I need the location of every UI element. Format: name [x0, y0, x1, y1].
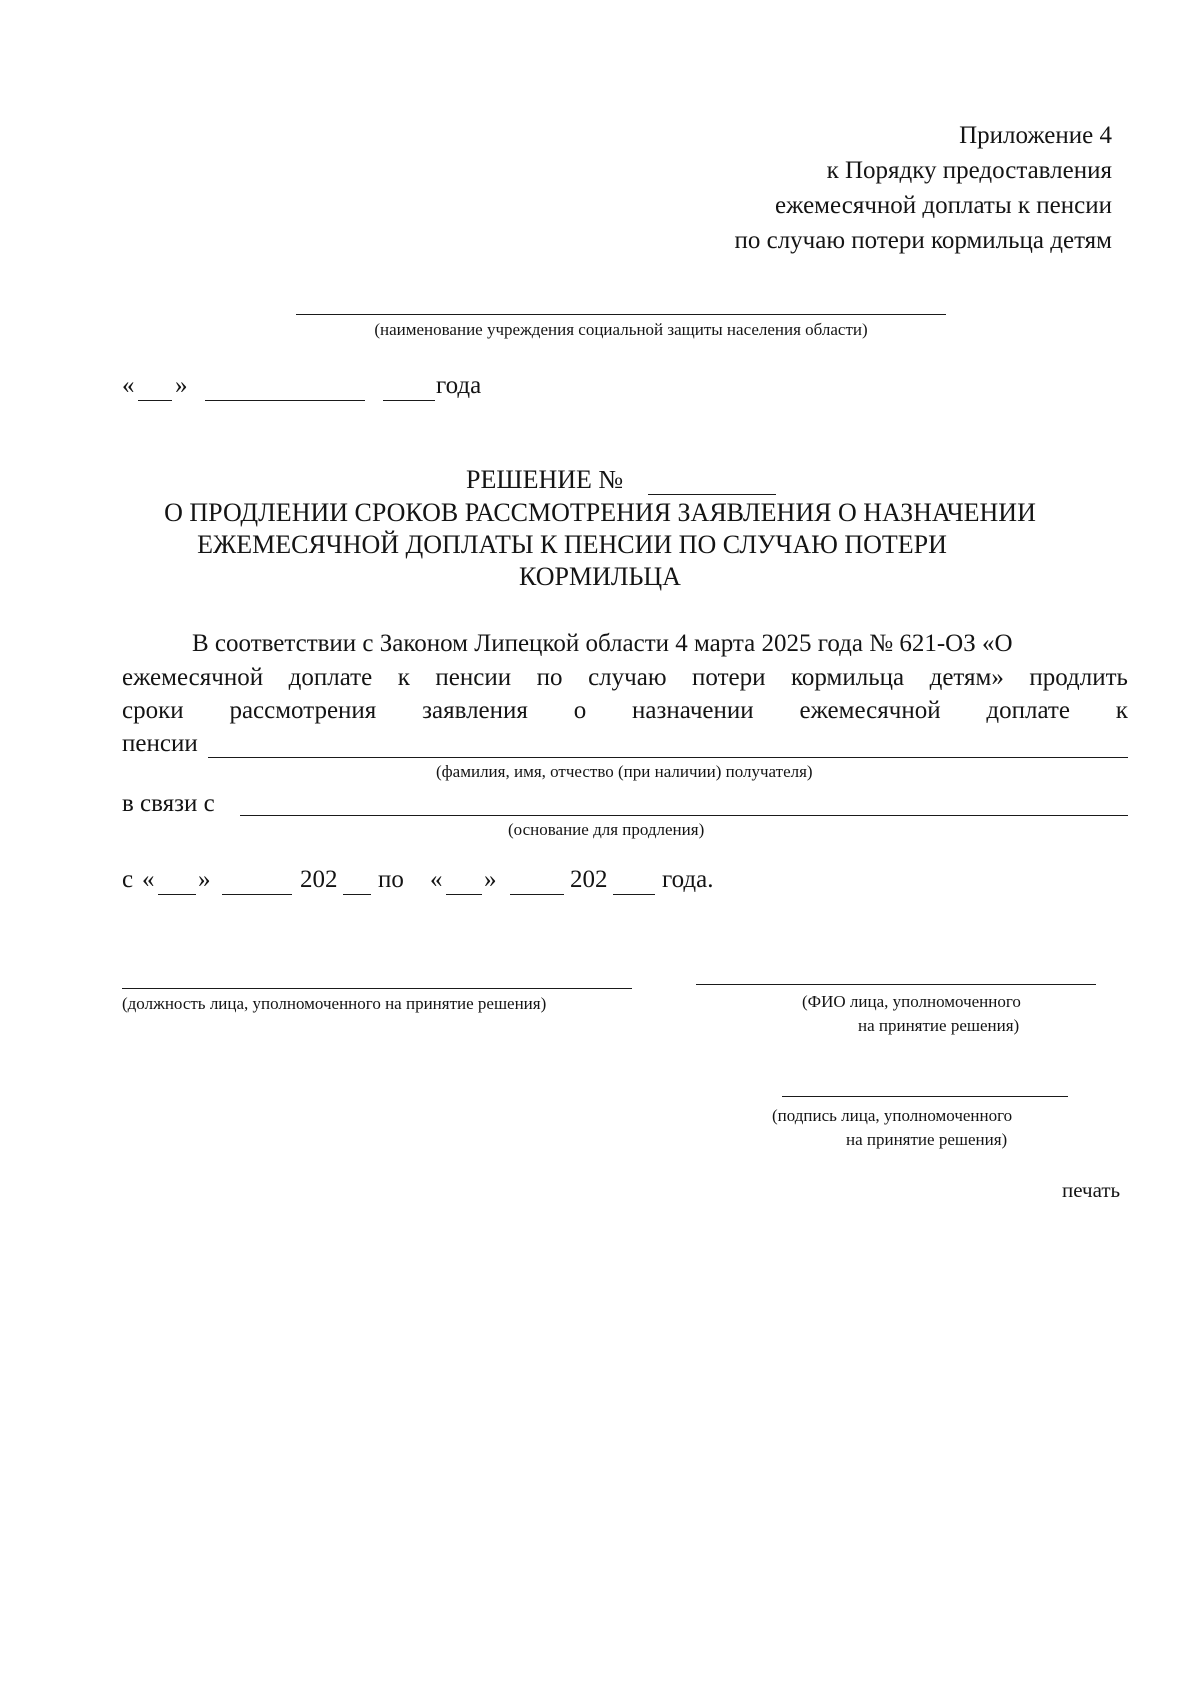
date-year-word: года [436, 372, 482, 399]
body-word: по [536, 664, 563, 691]
body-word: детям» [929, 664, 1004, 691]
position-caption: (должность лица, уполномоченного на принятие решения) [122, 994, 547, 1013]
date-year-field[interactable] [383, 400, 435, 401]
appendix-line-1: Приложение 4 [959, 122, 1112, 149]
period-from-open-quote: « [142, 866, 155, 893]
appendix-header [734, 118, 1112, 258]
decision-number-field[interactable] [648, 494, 776, 495]
period-to-close-quote: » [484, 866, 497, 893]
period-to-year-prefix: 202 [570, 866, 608, 893]
title-line-3: КОРМИЛЬЦА [519, 562, 681, 591]
body-word: назначении [632, 697, 754, 724]
period-from-close-quote: » [198, 866, 211, 893]
reason-field[interactable] [240, 815, 1128, 816]
period-to-day-field[interactable] [446, 894, 482, 895]
body-word: к [397, 664, 410, 691]
stamp-label: печать [1062, 1178, 1121, 1202]
title-line-1: О ПРОДЛЕНИИ СРОКОВ РАССМОТРЕНИЯ ЗАЯВЛЕНИЯ О НАЗНАЧЕНИИ [164, 498, 1036, 527]
reason-caption: (основание для продления) [508, 820, 705, 839]
body-word: о [573, 697, 587, 724]
body-word: доплате [288, 664, 373, 691]
appendix-line-3: ежемесячной доплаты к пенсии [775, 192, 1112, 219]
decision-number-row [466, 465, 623, 495]
fio-field[interactable] [696, 984, 1096, 985]
signature-caption-line-1: (подпись лица, уполномоченного [772, 1106, 1013, 1125]
body-word: кормильца [791, 664, 905, 691]
body-line-3 [122, 697, 1128, 725]
signature-caption-line-2: на принятие решения) [846, 1130, 1008, 1149]
institution-field[interactable] [296, 314, 946, 315]
fio-caption-line-2: на принятие решения) [858, 1016, 1020, 1035]
title-line-2: ЕЖЕМЕСЯЧНОЙ ДОПЛАТЫ К ПЕНСИИ ПО СЛУЧАЮ ПОТЕРИ [197, 530, 947, 559]
period-from-year-prefix: 202 [300, 866, 338, 893]
institution-caption: (наименование учреждения социальной защиты населения области) [374, 320, 868, 339]
period-to-open-quote: « [430, 866, 443, 893]
period-to-month-field[interactable] [510, 894, 564, 895]
period-from-year-field[interactable] [343, 894, 371, 895]
period-to-year-field[interactable] [613, 894, 655, 895]
body-word: ежемесячной [799, 697, 941, 724]
body-word: к [1115, 697, 1128, 724]
recipient-caption: (фамилия, имя, отчество (при наличии) получателя) [436, 762, 813, 781]
body-line-4-label: пенсии [122, 730, 198, 757]
body-line-1: В соответствии с Законом Липецкой области 4 марта 2025 года № 621-ОЗ «О [192, 630, 1013, 657]
period-to-label: по [378, 866, 404, 893]
date-month-field[interactable] [205, 400, 365, 401]
body-word: пенсии [435, 664, 512, 691]
period-from-month-field[interactable] [222, 894, 292, 895]
date-day-field[interactable] [138, 400, 172, 401]
period-from-day-field[interactable] [158, 894, 196, 895]
signature-field[interactable] [782, 1096, 1068, 1097]
body-word: продлить [1029, 664, 1128, 691]
body-word: заявления [422, 697, 528, 724]
body-word: случаю [588, 664, 667, 691]
body-line-2 [122, 664, 1128, 692]
reason-label: в связи с [122, 790, 215, 817]
decision-label: РЕШЕНИЕ № [466, 465, 624, 494]
appendix-line-4: по случаю потери кормильца детям [734, 227, 1112, 254]
body-word: рассмотрения [229, 697, 377, 724]
recipient-field[interactable] [208, 757, 1128, 758]
date-close-quote: » [175, 372, 188, 399]
date-open-quote: « [122, 372, 135, 399]
period-year-word: года. [662, 866, 714, 893]
body-word: ежемесячной [122, 664, 264, 691]
appendix-line-2: к Порядку предоставления [826, 157, 1112, 184]
position-field[interactable] [122, 988, 632, 989]
body-word: сроки [122, 697, 184, 724]
period-from-word: с [122, 866, 134, 893]
fio-caption-line-1: (ФИО лица, уполномоченного [802, 992, 1021, 1011]
period-from-label [122, 866, 133, 894]
body-word: доплате [986, 697, 1070, 724]
body-word: потери [692, 664, 766, 691]
